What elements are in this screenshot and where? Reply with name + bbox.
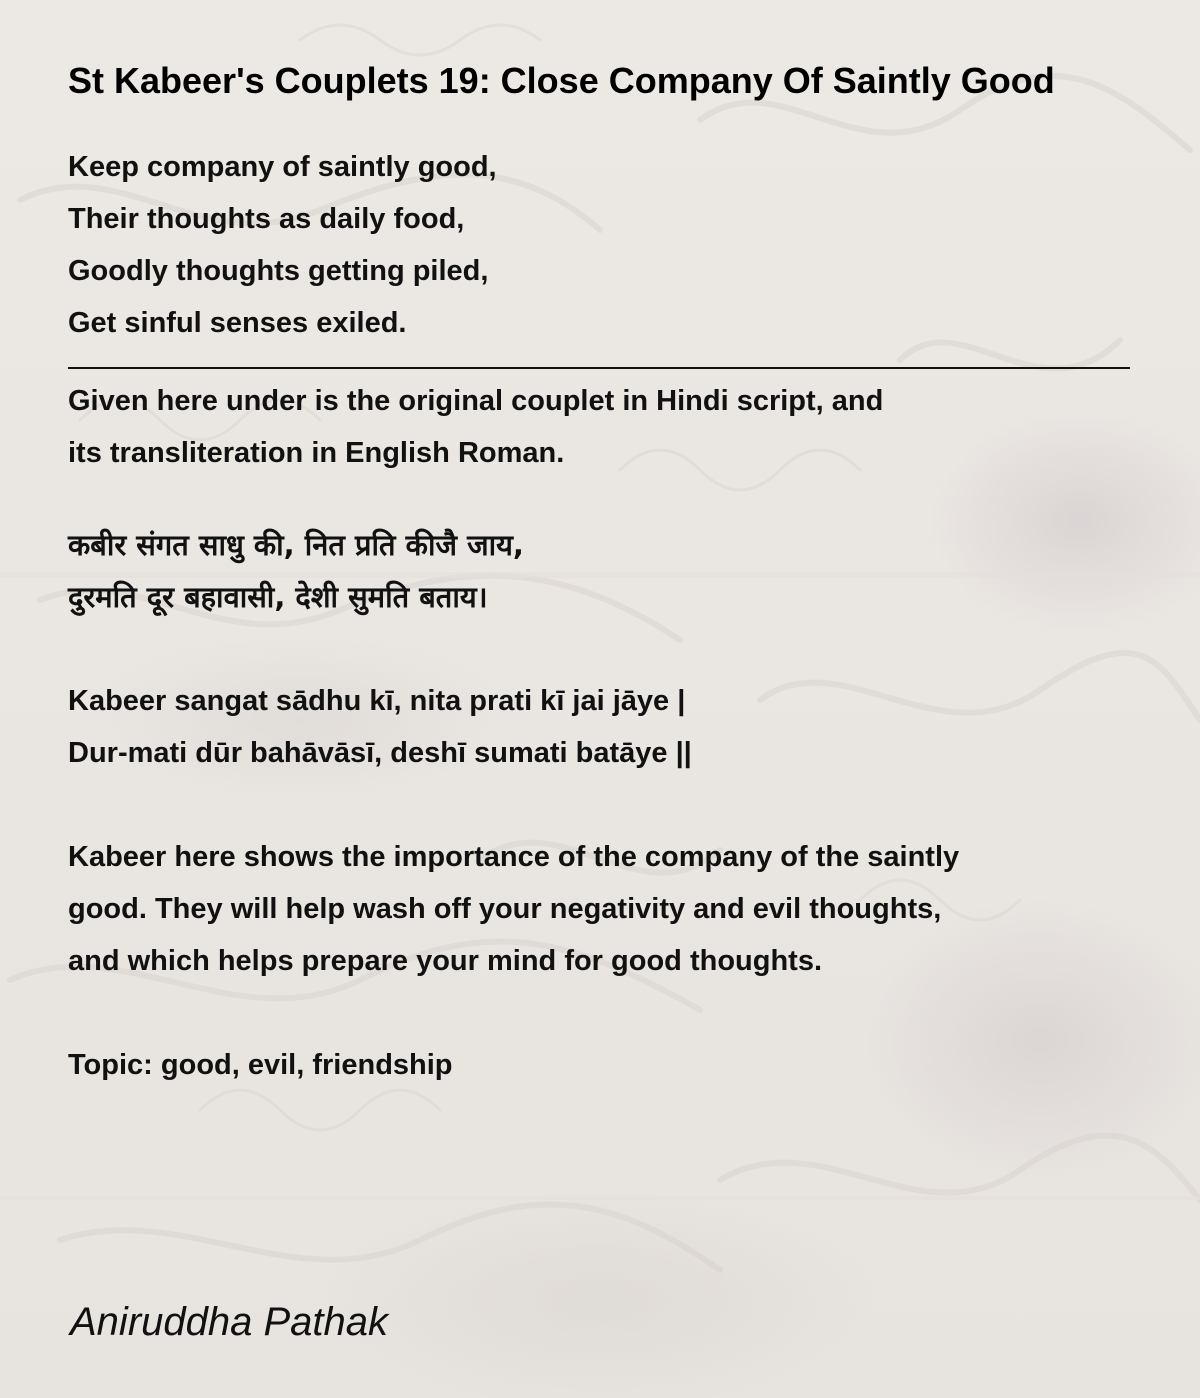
poem-content	[68, 56, 1138, 1091]
commentary-line: good. They will help wash off your negativity and evil thoughts,	[68, 893, 942, 925]
stanza-line: Goodly thoughts getting piled,	[68, 255, 489, 287]
intro-line: Given here under is the original couplet in Hindi script, and	[68, 385, 884, 417]
author-name: Aniruddha Pathak	[70, 1300, 389, 1344]
intro-line: its transliteration in English Roman.	[68, 437, 565, 469]
transliteration-line: Kabeer sangat sādhu kī, nita prati kī jai jāye |	[68, 685, 686, 717]
hindi-couplet-line: दुरमति दूर बहावासी, देशी सुमति बताय।	[68, 580, 488, 614]
commentary-line: Kabeer here shows the importance of the company of the saintly	[68, 841, 960, 873]
hindi-couplet-line: कबीर संगत साधु की, नित प्रति कीजै जाय,	[68, 528, 524, 562]
topic-tags: Topic: good, evil, friendship	[68, 1049, 453, 1081]
stanza-line: Their thoughts as daily food,	[68, 203, 465, 235]
stanza-line: Keep company of saintly good,	[68, 151, 497, 183]
stanza-line: Get sinful senses exiled.	[68, 307, 407, 339]
commentary-line: and which helps prepare your mind for good thoughts.	[68, 945, 823, 977]
poem-stanza	[68, 141, 1138, 349]
divider-line	[68, 367, 1130, 369]
transliteration-line: Dur-mati dūr bahāvāsī, deshī sumati batāye ||	[68, 737, 692, 769]
poem-title: St Kabeer's Couplets 19: Close Company Of Saintly Good	[68, 60, 1055, 101]
